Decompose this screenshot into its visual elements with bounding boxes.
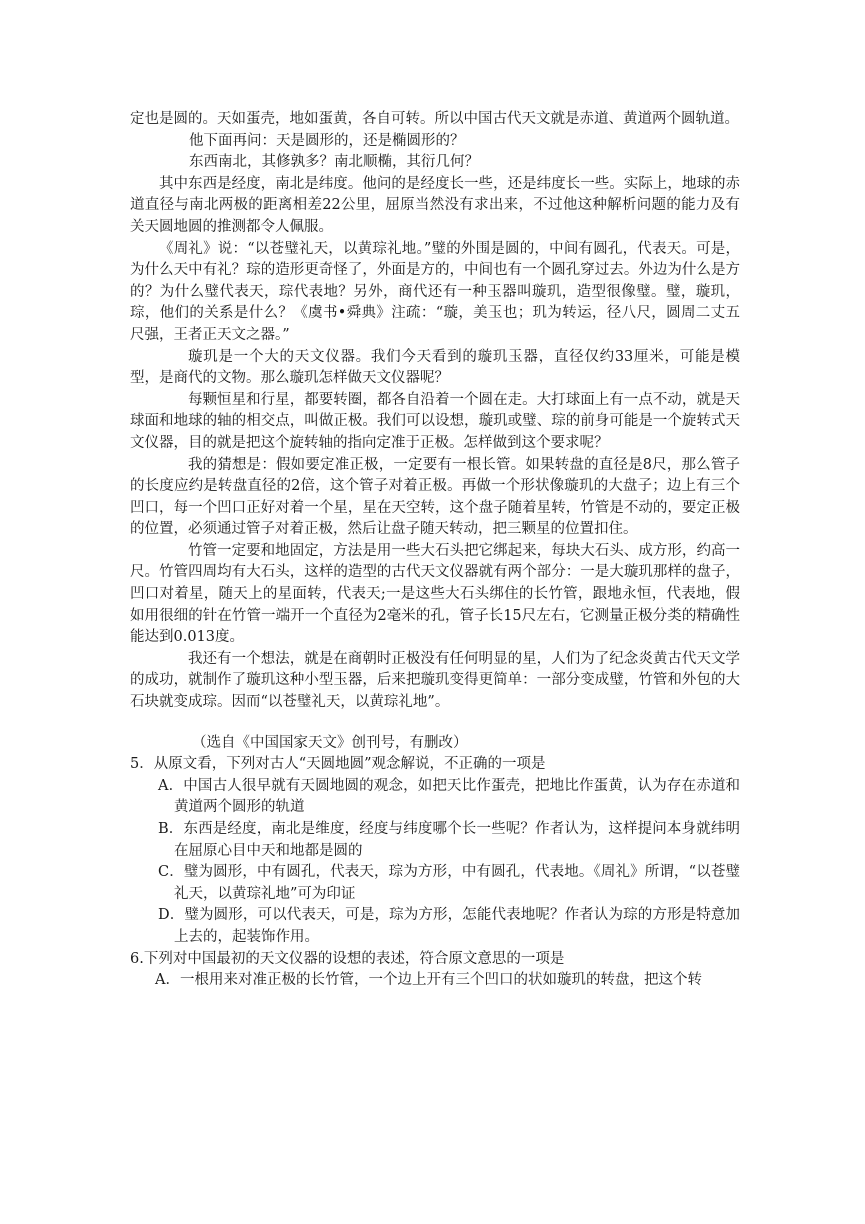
article-paragraph: 璇玑是一个大的天文仪器。我们今天看到的璇玑玉器，直径仅约33厘米，可能是模型，是商代的文物。那么璇玑怎样做天文仪器呢？: [130, 348, 740, 387]
article-paragraph: 竹管一定要和地固定，方法是用一些大石头把它绑起来，每块大石头、成方形，约高一尺。竹管四周均有大石头，这样的造型的古代天文仪器就有两个部分：一是大璇玑那样的盘子，凹口对着星，随天上的星面转，代表天;一是这些大石头绑住的长竹管，跟地永恒，代表地，假如用很细的针在竹管一端开一个直径为2毫米的孔，管子长15尺左右，它测量正极分类的精确性能达到0.013度。: [130, 542, 740, 646]
poem-quote: 东西南北，其修孰多？南北顺椭，其衍几何？: [189, 154, 479, 171]
question-block: [130, 949, 740, 992]
article-paragraph: 《周礼》说：“以苍璧礼天，以黄琮礼地。”璧的外围是圆的，中间有圆孔，代表天。可是，为什么天中有礼？琮的造形更奇怪了，外面是方的，中间也有一个圆孔穿过去。外边为什么是方的？为什么璧代表天，琮代表地？另外，商代还有一种玉器叫璇玑，造型很像璧。璧，璇玑，琮，他们的关系是什么？《虞书•舜典》注疏：“璇，美玉也；玑为转运，径八尺，圆周二丈五尺强，王者正天文之器。”: [130, 240, 740, 343]
question-title: 6.下列对中国最初的天文仪器的设想的表述，符合原文意思的一项是: [130, 950, 565, 967]
document-page: [130, 109, 740, 992]
answer-option-c: C．璧为圆形，中有圆孔，代表天，琮为方形，中有圆孔，代表地。《周礼》所谓，“以苍璧礼天，以黄琮礼地”可为印证: [158, 864, 740, 902]
article-paragraph: 定也是圆的。天如蛋壳，地如蛋黄，各自可转。所以中国古代天文就是赤道、黄道两个圆轨道。: [130, 111, 739, 127]
article-paragraph: 其中东西是经度，南北是纬度。他问的是经度长一些，还是纬度长一些。实际上，地球的赤道直径与南北两极的距离相差22公里，屈原当然没有求出来，不过他这种解析问题的能力及有关天圆地圆的推测都令人佩服。: [130, 175, 740, 235]
section-spacer: [130, 714, 740, 733]
answer-option-b: B．东西是经度，南北是维度，经度与纬度哪个长一些呢？作者认为，这样提问本身就纬明在屈原心目中天和地都是圆的: [158, 821, 740, 859]
article-paragraph: 每颗恒星和行星，都要转圈，都各自沿着一个圆在走。大打球面上有一点不动，就是天球面和地球的轴的相交点，叫做正极。我们可以设想，璇玑或璧、琮的前身可能是一个旋转式天文仪器，目的就是把这个旋转轴的指向定准于正极。怎样做到这个要求呢？: [130, 391, 740, 451]
source-citation: （选自《中国国家天文》创刊号，有删改）: [192, 734, 468, 751]
answer-option-a: A．一根用来对准正极的长竹管，一个边上开有三个凹口的状如璇玑的转盘，把这个转: [155, 972, 702, 989]
article-paragraph: 我的猜想是：假如要定准正极，一定要有一根长管。如果转盘的直径是8尺，那么管子的长度应约是转盘直径的2倍，这个管子对着正极。再做一个形状像璇玑的大盘子；边上有三个凹口，每一个凹口正好对着一个星，星在天空转，这个盘子随着星转，竹管是不动的，要定正极的位置，必须通过管子对着正极，然后让盘子随天转动，把三颗星的位置扣住。: [130, 456, 740, 538]
article-paragraph: 他下面再问：天是圆形的，还是椭圆形的？: [189, 132, 465, 149]
answer-option-a: A．中国古人很早就有天圆地圆的观念，如把天比作蛋壳，把地比作蛋黄，认为存在赤道和黄道两个圆形的轨道: [158, 777, 740, 816]
answer-option-d: D．璧为圆形，可以代表天，可是，琮为方形，怎能代表地呢？作者认为琮的方形是特意加上去的，起装饰作用。: [158, 907, 740, 945]
article-paragraph: 我还有一个想法，就是在商朝时正极没有任何明显的星，人们为了纪念炎黄古代天文学的成功，就制作了璇玑这种小型玉器，后来把璇玑变得更简单：一部分变成璧，竹管和外包的大石块就变成琮。因而“以苍璧礼天，以黄琮礼地”。: [130, 650, 740, 711]
question-block: [130, 754, 740, 948]
question-title: 5．从原文看，下列对古人“天圆地圆”观念解说，不正确的一项是: [130, 756, 546, 773]
